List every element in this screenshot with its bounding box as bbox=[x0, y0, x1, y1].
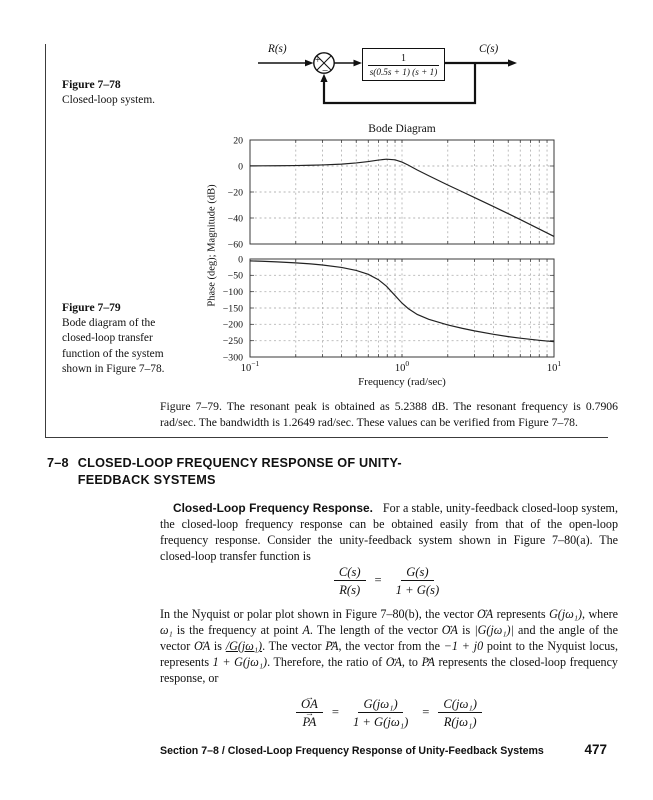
summing-minus-sign: − bbox=[322, 65, 329, 77]
y-tick-label: −40 bbox=[227, 213, 243, 225]
figure-79-label: Figure 7–79 bbox=[62, 301, 121, 314]
equation-vector-ratio bbox=[160, 697, 618, 729]
tf-denominator: s(0.5s + 1) (s + 1) bbox=[369, 66, 438, 77]
y-tick-label: −100 bbox=[222, 286, 243, 298]
y-tick-label: −300 bbox=[222, 352, 243, 364]
y-tick-label: 0 bbox=[238, 161, 243, 173]
figure-margin-rule-vertical bbox=[45, 44, 46, 437]
error-arrowhead bbox=[354, 60, 363, 67]
y-tick-label: −20 bbox=[227, 187, 243, 199]
section-title bbox=[78, 455, 402, 488]
figure-79-side-caption: Bode diagram of the closed-loop transfer function of the system shown in Figure 7–78. bbox=[62, 317, 165, 376]
tf-numerator: 1 bbox=[401, 52, 406, 64]
eq1-rhs-numerator: G(s) bbox=[401, 565, 433, 581]
text-segment: In the Nyquist or polar plot shown in Figure 7–80(b), the vector bbox=[160, 607, 478, 621]
text-segment: represents bbox=[493, 607, 550, 621]
x-tick-label: $10^1$ bbox=[546, 359, 562, 374]
text-segment: , to bbox=[401, 655, 422, 670]
magnitude-subplot bbox=[228, 135, 554, 250]
x-tick-label: $10^0$ bbox=[394, 359, 410, 374]
equals-sign: = bbox=[374, 573, 382, 588]
y-tick-label: −200 bbox=[222, 319, 243, 331]
text-segment: OA → bbox=[194, 639, 210, 653]
page-footer bbox=[160, 742, 607, 757]
output-arrowhead bbox=[508, 59, 517, 66]
footer-section-title: Section 7–8 / Closed-Loop Frequency Response of Unity-Feedback Systems bbox=[160, 745, 544, 757]
text-segment: PA → bbox=[325, 639, 338, 653]
paragraph-closed-loop-frequency-response bbox=[160, 500, 618, 564]
text-segment: PA → bbox=[422, 655, 435, 669]
text-segment: /G(jω₁) bbox=[225, 639, 263, 654]
text-segment: OA → bbox=[442, 623, 458, 637]
eq2-rhs-denominator: R(jω₁) bbox=[443, 714, 477, 729]
text-segment: , where bbox=[581, 607, 618, 621]
text-segment: is the frequency at point bbox=[172, 623, 303, 638]
eq2-lhs-numerator: OA → bbox=[296, 697, 323, 713]
text-segment: ω₁ bbox=[160, 623, 173, 638]
closed-loop-phase-curve bbox=[250, 261, 554, 342]
text-segment: OA → bbox=[386, 655, 402, 669]
text-segment: |G(jω₁)| bbox=[474, 623, 514, 638]
eq2-rhs-numerator: C(jω₁) bbox=[438, 697, 482, 713]
section-heading bbox=[47, 455, 402, 488]
y-tick-label: −150 bbox=[222, 303, 243, 315]
figure-79-result-caption: Figure 7–79. The resonant peak is obtained as 5.2388 dB. The resonant frequency is 0.7906 rad/sec. The bandwidth is 1.2649 rad/sec. These values can be verified from Figure 7–78. bbox=[160, 400, 618, 429]
text-segment: represents the closed-loop frequency response, or bbox=[160, 655, 618, 686]
fraction bbox=[348, 697, 413, 729]
text-segment: A bbox=[302, 623, 310, 638]
text-segment: −1 + j0 bbox=[443, 639, 484, 654]
equals-sign: = bbox=[422, 705, 430, 720]
page-number: 477 bbox=[584, 742, 607, 757]
phase-subplot bbox=[223, 254, 554, 363]
paragraph-nyquist-vectors bbox=[160, 606, 618, 686]
fraction bbox=[296, 697, 323, 729]
text-segment: is bbox=[210, 639, 226, 654]
text-segment: and the angle of the vector bbox=[160, 623, 618, 654]
summing-plus-sign: + bbox=[315, 55, 321, 66]
equation-closed-loop-transfer-function bbox=[160, 565, 618, 597]
bode-plot bbox=[195, 125, 625, 395]
y-tick-label: −50 bbox=[227, 270, 243, 282]
text-segment: . The length of the vector bbox=[309, 623, 442, 638]
text-segment: . Therefore, the ratio of bbox=[267, 655, 386, 670]
input-arrowhead bbox=[305, 60, 314, 67]
x-tick-label: $10^{-1}$ bbox=[240, 359, 260, 374]
y-tick-label: −250 bbox=[222, 335, 243, 347]
bode-x-axis-label: Frequency (rad/sec) bbox=[358, 376, 446, 388]
text-segment: G(jω₁) bbox=[549, 607, 582, 621]
figure-section-divider-rule bbox=[45, 437, 608, 438]
eq1-lhs-numerator: C(s) bbox=[334, 565, 366, 581]
figure-78-label: Figure 7–78 bbox=[62, 78, 121, 91]
y-tick-label: −60 bbox=[227, 239, 243, 251]
figure-78-caption: Closed-loop system. bbox=[62, 94, 156, 106]
equals-sign: = bbox=[331, 705, 339, 720]
eq2-mid-denominator: 1 + G(jω₁) bbox=[352, 714, 409, 729]
text-segment: , the vector from the bbox=[338, 639, 444, 654]
text-segment: is bbox=[457, 623, 475, 638]
fraction bbox=[438, 697, 482, 729]
text-segment: . The vector bbox=[262, 639, 326, 654]
y-tick-label: 20 bbox=[233, 135, 243, 147]
text-segment: 1 + G(jω₁) bbox=[212, 655, 268, 670]
section-title-line-2: FEEDBACK SYSTEMS bbox=[77, 472, 216, 487]
section-number: 7–8 bbox=[47, 456, 69, 470]
eq2-lhs-denominator: PA → bbox=[298, 713, 322, 729]
text-segment: point to the Nyquist locus, represents bbox=[160, 639, 618, 670]
fraction bbox=[391, 565, 444, 597]
output-signal-label: C(s) bbox=[479, 43, 499, 55]
eq2-mid-numerator: G(jω₁) bbox=[358, 697, 402, 713]
bode-title: Bode Diagram bbox=[368, 123, 436, 135]
fraction bbox=[334, 565, 366, 597]
input-signal-label: R(s) bbox=[268, 43, 287, 55]
y-tick-label: 0 bbox=[238, 254, 243, 266]
section-title-line-1: CLOSED-LOOP FREQUENCY RESPONSE OF UNITY- bbox=[77, 456, 402, 470]
text-segment: For a stable, unity-feedback closed-loop system, the closed-loop frequency response can be obtained easily from that of the open-loop frequency response. Consider the unity-feedback system shown in Figure 7–80(a). The closed-loop transfer function is bbox=[160, 501, 618, 564]
text-segment: OA → bbox=[477, 607, 493, 621]
eq1-lhs-denominator: R(s) bbox=[339, 582, 361, 597]
bode-y-axis-label: Phase (deg); Magnitude (dB) bbox=[206, 184, 218, 307]
tf-fraction-bar bbox=[368, 65, 439, 66]
transfer-function-block bbox=[362, 48, 445, 81]
text-segment: Closed-Loop Frequency Response. bbox=[173, 501, 373, 515]
eq1-rhs-denominator: 1 + G(s) bbox=[395, 582, 440, 597]
